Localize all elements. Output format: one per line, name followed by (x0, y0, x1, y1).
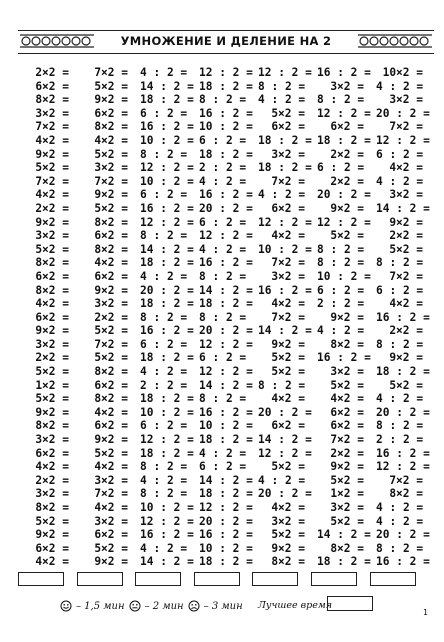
ornament-right-graphic (358, 33, 432, 49)
exercise-item: 2 : 2 = (376, 433, 424, 447)
exercise-item: 4×2 = (271, 392, 305, 406)
exercise-column (199, 66, 258, 569)
exercise-item: 16 : 2 = (376, 446, 430, 460)
exercise-item: 5×2 = (94, 201, 128, 215)
exercise-item: 10 : 2 = (199, 419, 253, 433)
exercise-item: 3×2 = (35, 433, 69, 447)
exercise-item: 9×2 = (389, 351, 423, 365)
exercise-item: 5×2 = (94, 324, 128, 338)
exercise-item: 5×2 = (271, 460, 305, 474)
exercise-item: 7×2 = (94, 487, 128, 501)
exercise-item: 5×2 = (271, 365, 305, 379)
exercise-item: 6 : 2 = (317, 283, 365, 297)
exercise-item: 3×2 = (271, 147, 305, 161)
exercise-item: 8 : 2 = (199, 392, 247, 406)
exercise-item: 8 : 2 = (317, 256, 365, 270)
exercise-item: 18 : 2 = (317, 555, 371, 569)
exercise-item: 5×2 = (94, 351, 128, 365)
exercise-item: 5×2 = (35, 365, 69, 379)
exercise-item: 16 : 2 = (317, 66, 371, 79)
time-box[interactable] (194, 572, 240, 586)
exercise-item: 20 : 2 = (258, 405, 312, 419)
exercise-item: 6×2 = (330, 120, 364, 134)
exercise-item: 4×2 = (94, 460, 128, 474)
exercise-item: 18 : 2 = (140, 297, 194, 311)
exercise-item: 8 : 2 = (140, 229, 188, 243)
exercise-item: 8×2 = (94, 365, 128, 379)
exercise-item: 7×2 = (35, 174, 69, 188)
exercise-item: 4 : 2 = (376, 514, 424, 528)
exercise-item: 6×2 = (94, 378, 128, 392)
exercise-item: 8 : 2 = (140, 147, 188, 161)
exercise-item: 10 : 2 = (317, 269, 371, 283)
exercise-item: 12 : 2 = (317, 215, 371, 229)
page-number: 1 (423, 608, 429, 617)
exercise-item: 12 : 2 = (258, 215, 312, 229)
exercise-item: 8 : 2 = (258, 378, 306, 392)
exercise-item: 4×2 = (94, 256, 128, 270)
exercise-item: 8 : 2 = (199, 269, 247, 283)
exercise-item: 8×2 = (35, 256, 69, 270)
time-box[interactable] (311, 572, 357, 586)
exercise-column (376, 66, 435, 569)
exercise-item: 5×2 = (94, 147, 128, 161)
exercise-item: 6 : 2 = (199, 460, 247, 474)
exercise-item: 8×2 = (330, 541, 364, 555)
exercise-item: 6×2 = (271, 419, 305, 433)
exercise-item: 9×2 = (94, 93, 128, 107)
exercise-item: 7×2 = (94, 66, 128, 79)
exercise-item: 10 : 2 = (140, 174, 194, 188)
exercise-item: 12 : 2 = (199, 365, 253, 379)
exercise-item: 6×2 = (271, 120, 305, 134)
exercise-item: 3×2 = (94, 297, 128, 311)
exercise-item: 4×2 = (389, 297, 423, 311)
exercise-item: 3×2 = (94, 473, 128, 487)
exercise-item: 5×2 = (271, 351, 305, 365)
exercise-item: 4 : 2 = (376, 392, 424, 406)
exercise-item: 8 : 2 = (376, 337, 424, 351)
exercise-item: 14 : 2 = (199, 378, 253, 392)
exercise-item: 5×2 = (35, 514, 69, 528)
exercise-item: 10 : 2 = (140, 133, 194, 147)
exercise-item: 7×2 = (389, 473, 423, 487)
exercise-item: 4 : 2 = (199, 242, 247, 256)
exercise-item: 16 : 2 = (258, 283, 312, 297)
exercise-item: 14 : 2 = (199, 473, 253, 487)
exercise-item: 5×2 = (35, 161, 69, 175)
exercise-item: 3×2 = (271, 269, 305, 283)
exercise-item: 20 : 2 = (376, 106, 430, 120)
exercise-item: 9×2 = (35, 324, 69, 338)
exercise-item: 3×2 = (35, 229, 69, 243)
exercise-item: 9×2 = (389, 215, 423, 229)
exercise-item: 8×2 = (35, 419, 69, 433)
exercise-item: 14 : 2 = (199, 283, 253, 297)
exercise-item: 18 : 2 = (140, 446, 194, 460)
exercise-item: 4×2 = (94, 501, 128, 514)
exercise-item: 4 : 2 = (258, 473, 306, 487)
exercise-item: 14 : 2 = (376, 201, 430, 215)
exercise-item: 8 : 2 = (140, 460, 188, 474)
exercise-item: 20 : 2 = (258, 487, 312, 501)
exercise-item: 8 : 2 = (376, 419, 424, 433)
legend-item-2: – 2 мин (144, 600, 184, 612)
exercise-item: 12 : 2 = (140, 161, 194, 175)
exercise-item: 3×2 = (389, 188, 423, 202)
exercise-item: 7×2 = (389, 120, 423, 134)
exercise-item: 5×2 = (94, 79, 128, 93)
exercise-item: 2×2 = (389, 229, 423, 243)
exercise-item: 7×2 = (94, 337, 128, 351)
exercise-item: 2×2 = (330, 147, 364, 161)
exercise-item: 2 : 2 = (199, 161, 247, 175)
exercise-item: 8 : 2 = (199, 310, 247, 324)
exercise-item: 7×2 = (330, 433, 364, 447)
exercise-item: 6 : 2 = (376, 147, 424, 161)
exercise-item: 9×2 = (35, 147, 69, 161)
best-time-label: Лучшее время (258, 600, 333, 611)
exercise-item: 4×2 = (330, 392, 364, 406)
time-box[interactable] (135, 572, 181, 586)
exercise-item: 18 : 2 = (140, 392, 194, 406)
exercise-item: 16 : 2 = (140, 201, 194, 215)
legend (60, 600, 243, 612)
exercise-item: 3×2 = (35, 337, 69, 351)
exercise-item: 16 : 2 = (199, 528, 253, 542)
exercise-item: 8×2 = (94, 392, 128, 406)
exercise-item: 5×2 = (389, 242, 423, 256)
exercise-item: 8×2 = (35, 501, 69, 514)
exercise-item: 7×2 = (35, 120, 69, 134)
neutral-face-icon (129, 600, 141, 612)
exercise-item: 6×2 = (330, 405, 364, 419)
exercise-item: 6 : 2 = (140, 106, 188, 120)
exercise-item: 12 : 2 = (140, 433, 194, 447)
exercise-item: 8 : 2 = (376, 256, 424, 270)
exercise-item: 16 : 2 = (317, 351, 371, 365)
exercise-item: 8×2 = (35, 93, 69, 107)
exercise-item: 3×2 = (94, 161, 128, 175)
exercise-item: 18 : 2 = (199, 147, 253, 161)
exercise-item: 14 : 2 = (258, 433, 312, 447)
exercise-item: 12 : 2 = (140, 514, 194, 528)
exercise-item: 18 : 2 = (140, 93, 194, 107)
exercise-item: 16 : 2 = (199, 106, 253, 120)
exercise-item: 18 : 2 = (140, 351, 194, 365)
exercise-item: 5×2 = (35, 392, 69, 406)
exercise-item: 6 : 2 = (140, 337, 188, 351)
exercise-item: 18 : 2 = (376, 365, 430, 379)
exercise-item: 14 : 2 = (258, 324, 312, 338)
exercise-item: 7×2 = (389, 269, 423, 283)
exercise-item: 4×2 = (271, 297, 305, 311)
exercise-item: 5×2 = (330, 514, 364, 528)
exercise-item: 4×2 = (35, 555, 69, 569)
exercise-item: 6×2 = (94, 528, 128, 542)
exercise-item: 7×2 = (271, 174, 305, 188)
exercise-item: 3×2 = (271, 514, 305, 528)
exercise-item: 18 : 2 = (140, 256, 194, 270)
exercise-item: 4 : 2 = (376, 174, 424, 188)
exercise-item: 12 : 2 = (140, 215, 194, 229)
exercise-item: 6×2 = (35, 269, 69, 283)
exercise-item: 8 : 2 = (317, 242, 365, 256)
exercise-item: 6 : 2 = (199, 351, 247, 365)
exercise-item: 4×2 = (389, 161, 423, 175)
exercise-item: 4×2 = (35, 188, 69, 202)
time-box[interactable] (370, 572, 416, 586)
exercise-item: 12 : 2 = (376, 133, 430, 147)
exercise-item: 1×2 = (35, 378, 69, 392)
exercise-item: 2×2 = (35, 473, 69, 487)
exercise-item: 18 : 2 = (317, 133, 371, 147)
exercise-item: 8×2 = (271, 555, 305, 569)
exercise-item: 5×2 = (389, 378, 423, 392)
exercise-item: 10 : 2 = (199, 541, 253, 555)
exercise-item: 4 : 2 = (258, 93, 306, 107)
exercise-grid (22, 66, 436, 569)
page-title: УМНОЖЕНИЕ И ДЕЛЕНИЕ НА 2 (120, 34, 332, 48)
exercise-item: 20 : 2 = (199, 514, 253, 528)
exercise-item: 4 : 2 = (199, 174, 247, 188)
exercise-item: 2×2 = (389, 324, 423, 338)
exercise-item: 3×2 = (330, 365, 364, 379)
exercise-item: 12 : 2 = (199, 66, 253, 79)
exercise-item: 9×2 = (94, 555, 128, 569)
exercise-item: 16 : 2 = (140, 120, 194, 134)
exercise-item: 4 : 2 = (140, 365, 188, 379)
exercise-item: 2 : 2 = (140, 378, 188, 392)
header-bar (18, 30, 434, 54)
exercise-item: 6×2 = (94, 229, 128, 243)
exercise-item: 4 : 2 = (140, 269, 188, 283)
exercise-item: 3×2 = (35, 106, 69, 120)
exercise-item: 6 : 2 = (376, 283, 424, 297)
exercise-item: 4×2 = (94, 405, 128, 419)
exercise-item: 4 : 2 = (140, 541, 188, 555)
exercise-item: 18 : 2 = (199, 433, 253, 447)
exercise-item: 8 : 2 = (317, 93, 365, 107)
legend-item-3: – 3 мин (203, 600, 243, 612)
exercise-item: 2×2 = (35, 351, 69, 365)
exercise-item: 5×2 = (94, 446, 128, 460)
exercise-item: 9×2 = (94, 283, 128, 297)
exercise-item: 12 : 2 = (199, 337, 253, 351)
exercise-item: 2 : 2 = (317, 297, 365, 311)
answer-boxes (18, 572, 428, 588)
exercise-item: 9×2 = (35, 405, 69, 419)
exercise-item: 8 : 2 = (376, 541, 424, 555)
exercise-item: 6×2 = (94, 106, 128, 120)
exercise-item: 8×2 = (94, 242, 128, 256)
exercise-item: 5×2 = (271, 106, 305, 120)
exercise-item: 10 : 2 = (258, 242, 312, 256)
legend-item-1: – 1,5 мин (76, 600, 125, 612)
exercise-item: 16 : 2 = (376, 310, 430, 324)
exercise-item: 16 : 2 = (199, 256, 253, 270)
exercise-item: 6×2 = (35, 446, 69, 460)
exercise-item: 4 : 2 = (140, 473, 188, 487)
exercise-item: 9×2 = (271, 337, 305, 351)
sad-face-icon (188, 600, 200, 612)
exercise-item: 9×2 = (35, 215, 69, 229)
exercise-item: 3×2 = (94, 514, 128, 528)
happy-face-icon (60, 600, 72, 612)
exercise-item: 2×2 = (330, 446, 364, 460)
exercise-item: 3×2 = (330, 79, 364, 93)
exercise-item: 4×2 = (271, 229, 305, 243)
exercise-item: 18 : 2 = (199, 297, 253, 311)
exercise-item: 12 : 2 = (199, 229, 253, 243)
exercise-item: 8×2 = (94, 215, 128, 229)
exercise-item: 10 : 2 = (140, 501, 194, 514)
exercise-item: 4×2 = (94, 133, 128, 147)
exercise-item: 16 : 2 = (199, 188, 253, 202)
exercise-item: 5×2 = (94, 541, 128, 555)
exercise-item: 6×2 = (94, 269, 128, 283)
exercise-item: 20 : 2 = (199, 201, 253, 215)
exercise-item: 14 : 2 = (140, 79, 194, 93)
exercise-item: 16 : 2 = (376, 555, 430, 569)
exercise-item: 8 : 2 = (140, 310, 188, 324)
exercise-item: 6 : 2 = (199, 133, 247, 147)
exercise-column (22, 66, 81, 569)
exercise-item: 8×2 = (94, 120, 128, 134)
exercise-item: 7×2 = (271, 256, 305, 270)
exercise-item: 18 : 2 = (199, 555, 253, 569)
exercise-item: 4×2 = (35, 460, 69, 474)
exercise-item: 5×2 = (271, 528, 305, 542)
exercise-column (140, 66, 199, 569)
exercise-item: 9×2 = (330, 460, 364, 474)
exercise-item: 6×2 = (271, 201, 305, 215)
exercise-item: 9×2 = (35, 528, 69, 542)
exercise-item: 20 : 2 = (199, 324, 253, 338)
exercise-item: 12 : 2 = (199, 501, 253, 514)
exercise-item: 8 : 2 = (140, 487, 188, 501)
best-time-box[interactable] (327, 596, 373, 611)
time-box[interactable] (77, 572, 123, 586)
exercise-item: 10 : 2 = (199, 120, 253, 134)
exercise-item: 4×2 = (35, 297, 69, 311)
exercise-item: 5×2 = (35, 242, 69, 256)
exercise-item: 4×2 = (35, 133, 69, 147)
time-box[interactable] (252, 572, 298, 586)
exercise-item: 8×2 = (35, 283, 69, 297)
exercise-item: 3×2 = (389, 93, 423, 107)
exercise-item: 8×2 = (330, 337, 364, 351)
exercise-item: 9×2 = (330, 310, 364, 324)
exercise-item: 12 : 2 = (376, 460, 430, 474)
exercise-item: 16 : 2 = (140, 528, 194, 542)
exercise-item: 12 : 2 = (317, 106, 371, 120)
exercise-item: 3×2 = (330, 501, 364, 514)
exercise-item: 14 : 2 = (140, 242, 194, 256)
exercise-item: 20 : 2 = (140, 283, 194, 297)
exercise-item: 10×2 = (382, 66, 423, 79)
exercise-item: 4 : 2 = (199, 446, 247, 460)
exercise-item: 3×2 = (35, 487, 69, 501)
exercise-item: 9×2 = (330, 201, 364, 215)
exercise-item: 18 : 2 = (258, 133, 312, 147)
exercise-item: 4×2 = (271, 501, 305, 514)
exercise-item: 8 : 2 = (258, 79, 306, 93)
exercise-item: 6×2 = (35, 79, 69, 93)
exercise-item: 6×2 = (35, 310, 69, 324)
exercise-item: 5×2 = (330, 473, 364, 487)
exercise-item: 1×2 = (330, 487, 364, 501)
exercise-item: 10 : 2 = (140, 405, 194, 419)
exercise-item: 6×2 = (94, 419, 128, 433)
exercise-item: 6×2 = (35, 541, 69, 555)
exercise-column (81, 66, 140, 569)
exercise-item: 2×2 = (330, 174, 364, 188)
exercise-item: 6 : 2 = (140, 419, 188, 433)
ornament-right (358, 33, 432, 49)
exercise-item: 4 : 2 = (376, 501, 424, 514)
exercise-column (317, 66, 376, 569)
exercise-item: 18 : 2 = (199, 487, 253, 501)
exercise-item: 9×2 = (94, 433, 128, 447)
exercise-item: 20 : 2 = (376, 528, 430, 542)
exercise-item: 12 : 2 = (258, 446, 312, 460)
exercise-item: 18 : 2 = (199, 79, 253, 93)
exercise-item: 2×2 = (35, 201, 69, 215)
time-box[interactable] (18, 572, 64, 586)
exercise-item: 2×2 = (35, 66, 69, 79)
exercise-item: 18 : 2 = (258, 161, 312, 175)
exercise-item: 4 : 2 = (140, 66, 188, 79)
exercise-item: 8 : 2 = (199, 93, 247, 107)
exercise-item: 20 : 2 = (317, 188, 371, 202)
exercise-item: 8×2 = (389, 487, 423, 501)
exercise-item: 12 : 2 = (258, 66, 312, 79)
exercise-item: 6 : 2 = (199, 215, 247, 229)
exercise-item: 9×2 = (94, 188, 128, 202)
exercise-item: 14 : 2 = (317, 528, 371, 542)
exercise-item: 5×2 = (330, 229, 364, 243)
exercise-item: 20 : 2 = (376, 405, 430, 419)
exercise-item: 6×2 = (330, 419, 364, 433)
exercise-item: 9×2 = (271, 541, 305, 555)
exercise-item: 4 : 2 = (317, 324, 365, 338)
exercise-item: 16 : 2 = (199, 405, 253, 419)
exercise-item: 4 : 2 = (376, 79, 424, 93)
exercise-item: 7×2 = (271, 310, 305, 324)
exercise-item: 6 : 2 = (317, 161, 365, 175)
exercise-item: 14 : 2 = (140, 555, 194, 569)
exercise-item: 4 : 2 = (258, 188, 306, 202)
exercise-item: 5×2 = (330, 378, 364, 392)
exercise-item: 7×2 = (94, 174, 128, 188)
exercise-item: 16 : 2 = (140, 324, 194, 338)
exercise-item: 6 : 2 = (140, 188, 188, 202)
exercise-item: 2×2 = (94, 310, 128, 324)
exercise-column (258, 66, 317, 569)
